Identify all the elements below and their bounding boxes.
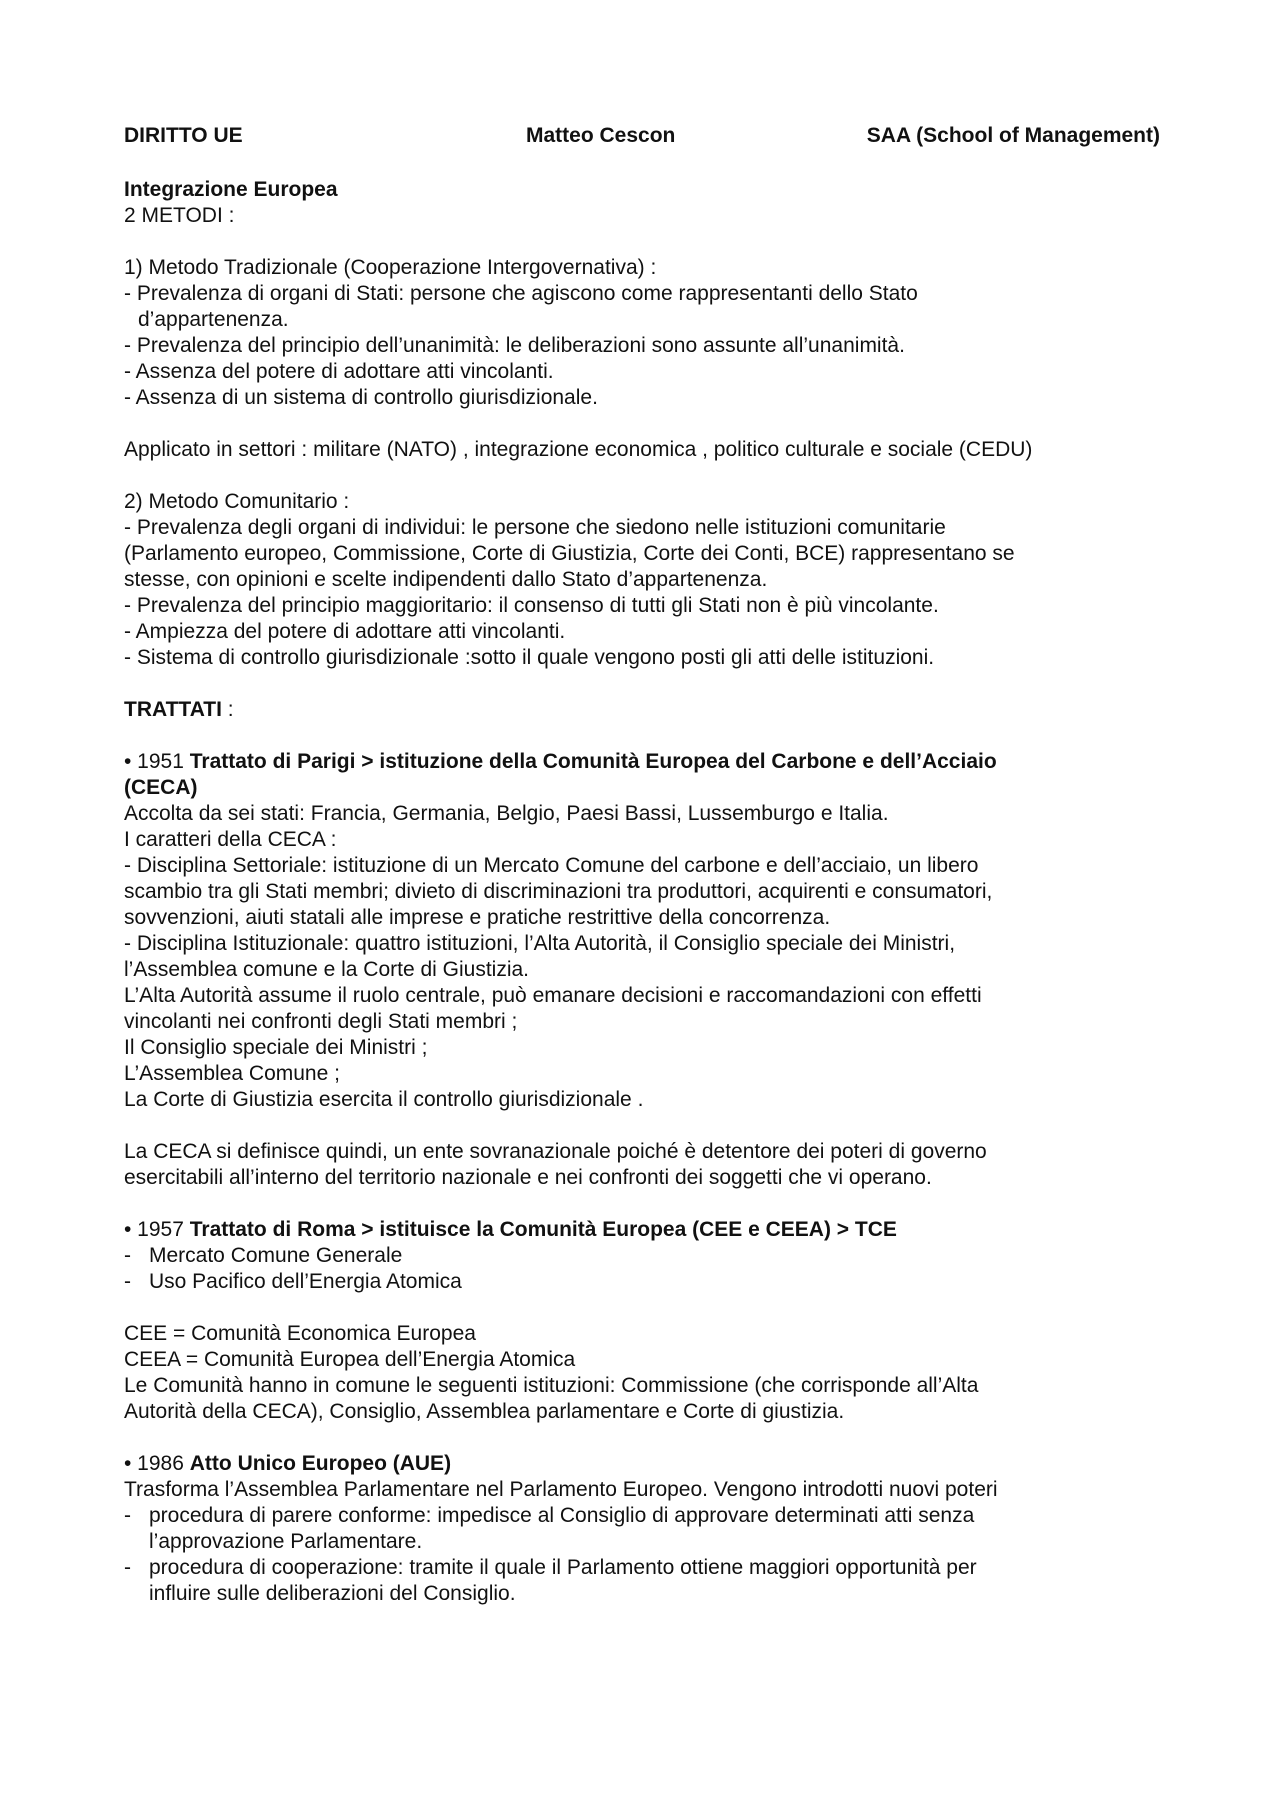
method2-line: stesse, con opinioni e scelte indipendenti dallo Stato d’appartenenza. — [124, 568, 768, 591]
ceca-line: vincolanti nei confronti degli Stati membri ; — [124, 1010, 518, 1033]
roma-item: Mercato Comune Generale — [149, 1244, 403, 1267]
ceca-line: l’Assemblea comune e la Corte di Giustizia. — [124, 958, 530, 981]
list-item — [124, 1555, 1160, 1607]
school-name: SAA (School of Management) — [866, 124, 1160, 147]
trattati-colon: : — [221, 698, 234, 721]
ceca-line: La CECA si definisce quindi, un ente sovranazionale poiché è detentore dei poteri di governo — [124, 1140, 987, 1163]
list-item — [124, 1269, 1160, 1295]
method2-line: (Parlamento europeo, Commissione, Corte di Giustizia, Corte dei Conti, BCE) rappresentano se — [124, 542, 1015, 565]
ceca-line: esercitabili all’interno del territorio nazionale e nei confronti dei soggetti che vi operano. — [124, 1166, 932, 1189]
section-subtitle: 2 METODI : — [124, 204, 235, 227]
roma-line: Le Comunità hanno in comune le seguenti istituzioni: Commissione (che corrisponde all’Alta — [124, 1374, 979, 1397]
ceca-title-cont: (CECA) — [124, 776, 198, 799]
aue-item-cont: l’approvazione Parlamentare. — [149, 1530, 423, 1553]
roma-line: CEE = Comunità Economica Europea — [124, 1322, 476, 1345]
roma-line: Autorità della CECA), Consiglio, Assemblea parlamentare e Corte di giustizia. — [124, 1400, 845, 1423]
author-name: Matteo Cescon — [526, 124, 676, 147]
section-title: Integrazione Europea — [124, 178, 338, 201]
aue-year: • 1986 — [124, 1452, 190, 1475]
ceca-title: Trattato di Parigi > istituzione della Comunità Europea del Carbone e dell’Acciaio — [189, 750, 997, 773]
roma-item: Uso Pacifico dell’Energia Atomica — [149, 1270, 462, 1293]
trattati-title: TRATTATI — [124, 698, 222, 721]
ceca-line: Il Consiglio speciale dei Ministri ; — [124, 1036, 428, 1059]
method2-title: 2) Metodo Comunitario : — [124, 490, 350, 513]
aue-title: Atto Unico Europeo (AUE) — [189, 1452, 452, 1475]
aue-item: procedura di parere conforme: impedisce al Consiglio di approvare determinati atti senza — [149, 1504, 975, 1527]
method2-line: - Prevalenza degli organi di individui: le persone che siedono nelle istituzioni comunitarie — [124, 516, 946, 539]
aue-heading — [124, 1451, 1160, 1477]
method2-line: - Sistema di controllo giurisdizionale :sotto il quale vengono posti gli atti delle istituzioni. — [124, 646, 935, 669]
aue-item-cont: influire sulle deliberazioni del Consiglio. — [149, 1582, 516, 1605]
method1-point: - Assenza di un sistema di controllo giurisdizionale. — [124, 386, 598, 409]
roma-year: • 1957 — [124, 1218, 190, 1241]
list-item — [124, 1243, 1160, 1269]
ceca-line: I caratteri della CECA : — [124, 828, 337, 851]
ceca-year: • 1951 — [124, 750, 190, 773]
dash-marker: - — [124, 1556, 131, 1579]
ceca-line: Accolta da sei stati: Francia, Germania, Belgio, Paesi Bassi, Lussemburgo e Italia. — [124, 802, 889, 825]
roma-heading — [124, 1217, 1160, 1243]
ceca-heading — [124, 749, 1160, 775]
ceca-line: scambio tra gli Stati membri; divieto di discriminazioni tra produttori, acquirenti e consumatori, — [124, 880, 993, 903]
method1-point: - Assenza del potere di adottare atti vincolanti. — [124, 360, 554, 383]
ceca-line: - Disciplina Settoriale: istituzione di un Mercato Comune del carbone e dell’acciaio, un libero — [124, 854, 979, 877]
trattati-heading — [124, 697, 1160, 723]
ceca-line: - Disciplina Istituzionale: quattro istituzioni, l’Alta Autorità, il Consiglio speciale dei Ministri, — [124, 932, 956, 955]
method2-line: - Ampiezza del potere di adottare atti vincolanti. — [124, 620, 566, 643]
method2-line: - Prevalenza del principio maggioritario: il consenso di tutti gli Stati non è più vincolante. — [124, 594, 939, 617]
aue-item: procedura di cooperazione: tramite il quale il Parlamento ottiene maggiori opportunità per — [149, 1556, 977, 1579]
roma-line: CEEA = Comunità Europea dell’Energia Atomica — [124, 1348, 576, 1371]
method1-point-cont: d’appartenenza. — [138, 308, 289, 331]
ceca-line: sovvenzioni, aiuti statali alle imprese e pratiche restrittive della concorrenza. — [124, 906, 831, 929]
dash-marker: - — [124, 1244, 131, 1267]
roma-title: Trattato di Roma > istituisce la Comunità Europea (CEE e CEEA) > TCE — [189, 1218, 897, 1241]
method1-applied: Applicato in settori : militare (NATO) , integrazione economica , politico culturale e sociale (CEDU) — [124, 438, 1033, 461]
method1-point: - Prevalenza del principio dell’unanimità: le deliberazioni sono assunte all’unanimità. — [124, 334, 905, 357]
document-header — [124, 123, 1160, 149]
course-title: DIRITTO UE — [124, 124, 243, 147]
method1-point: - Prevalenza di organi di Stati: persone che agiscono come rappresentanti dello Stato — [124, 282, 918, 305]
aue-line: Trasforma l’Assemblea Parlamentare nel Parlamento Europeo. Vengono introdotti nuovi poteri — [124, 1478, 998, 1501]
list-item — [124, 1503, 1160, 1555]
ceca-line: L’Assemblea Comune ; — [124, 1062, 340, 1085]
method1-title: 1) Metodo Tradizionale (Cooperazione Intergovernativa) : — [124, 256, 657, 279]
ceca-line: La Corte di Giustizia esercita il controllo giurisdizionale . — [124, 1088, 644, 1111]
dash-marker: - — [124, 1270, 131, 1293]
dash-marker: - — [124, 1504, 131, 1527]
ceca-line: L’Alta Autorità assume il ruolo centrale, può emanare decisioni e raccomandazioni con effetti — [124, 984, 982, 1007]
